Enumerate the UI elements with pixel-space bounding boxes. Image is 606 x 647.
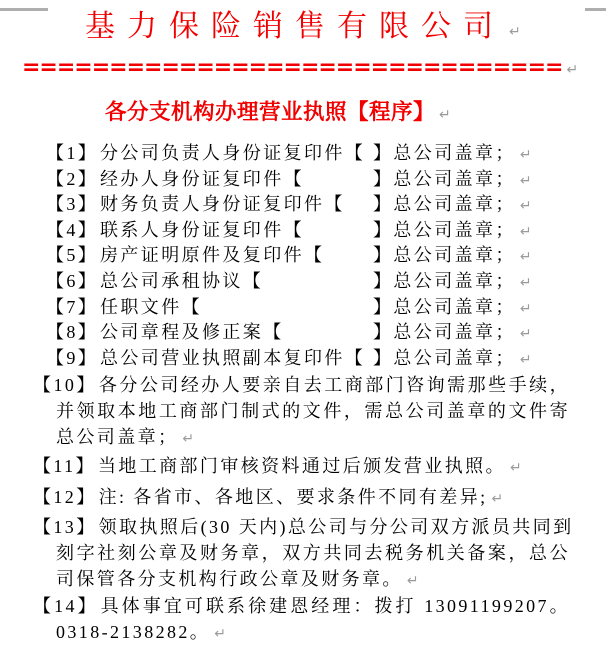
seal-note-text: 】总公司盖章； [373,219,516,240]
list-item-6 [0,269,606,295]
list-item-label: 经办人身份证复印件【 [100,168,304,189]
paragraph-mark-icon: ↵ [519,198,532,215]
list-item-7 [0,295,606,321]
list-item-label: 总公司营业执照副本复印件【 [100,347,366,368]
list-item-label: 财务负责人身份证复印件【 [100,194,345,215]
seal-note-text: 】总公司盖章； [373,168,516,189]
paragraph-item-12 [33,485,570,513]
seal-note-text: 】总公司盖章； [373,270,516,291]
paragraph-mark-icon: ↵ [491,490,504,507]
paragraph-line-text: 当地工商部门审核资料通过后颁发营业执照。 [97,456,506,477]
section-heading [105,100,606,128]
list-item-2 [0,167,606,193]
list-item-number: 【3】 [46,194,99,215]
company-title-text: 基力保险销售有限公司 [85,10,505,43]
list-item-1 [0,141,606,167]
paragraph-item-13 [33,515,574,594]
paragraph-line-text: 注: 各省市、各地区、要求条件不同有差异; [98,486,488,507]
paragraph-line [33,515,574,541]
paragraph-line-text: 各分公司经办人要亲自去工商部门咨询需那些手续， [98,375,570,396]
list-item-seal-note [373,141,532,169]
paragraph-line [56,567,570,595]
page-corner-mark-right [585,8,606,11]
paragraph-line [33,594,570,620]
list-item-seal-note [373,269,532,297]
list-item-seal-note [373,218,532,246]
paragraph-mark-icon: ↵ [519,223,532,240]
list-item-seal-note [373,295,532,323]
list-item-number: 【8】 [46,322,99,343]
seal-note-text: 】总公司盖章； [373,143,516,163]
paragraph-line-text: 司保管各分支机构行政公章及财务章。 [56,568,403,589]
list-item-9 [0,346,606,372]
paragraph-item-10 [33,373,570,452]
paragraph-mark-icon: ↵ [509,460,522,477]
paragraph-line [33,373,570,399]
list-item-number: 【1】 [46,143,99,163]
seal-note-text: 】总公司盖章； [373,245,516,266]
page-corner-mark-left [0,8,48,11]
list-item-number: 【12】 [33,486,97,507]
paragraph-line [33,454,570,482]
seal-note-text: 】总公司盖章； [373,322,516,343]
company-title [85,8,606,51]
divider-text: =============================== [22,55,563,80]
paragraph-mark-icon: ↵ [519,351,532,368]
list-item-number: 【13】 [33,517,97,538]
list-item-number: 【7】 [46,296,99,317]
paragraph-mark-icon: ↵ [214,625,226,642]
paragraph-mark-icon: ↵ [509,24,521,40]
list-item-number: 【5】 [46,245,99,266]
checklist [0,141,606,371]
seal-note-text: 】总公司盖章； [373,194,516,215]
list-item-label: 联系人身份证复印件【 [100,219,304,240]
list-item-seal-note [373,346,532,374]
seal-note-text: 】总公司盖章； [373,347,516,368]
paragraph-mark-icon: ↵ [439,107,451,123]
paragraph-mark-icon: ↵ [519,300,532,317]
paragraph-line [56,425,570,453]
paragraph-line-text: 总公司盖章； [56,426,179,447]
paragraph-line [56,399,570,425]
document-page [0,8,606,642]
paragraph-mark-icon: ↵ [566,62,579,78]
list-item-label: 公司章程及修正案【 [100,322,284,343]
paragraph-mark-icon: ↵ [182,430,195,447]
paragraph-mark-icon: ↵ [519,249,532,266]
list-item-number: 【11】 [33,456,96,477]
paragraph-line [33,485,570,513]
paragraph-item-11 [33,454,570,482]
list-item-label: 分公司负责人身份证复印件【 [100,143,366,163]
paragraph-line [56,541,570,567]
list-item-number: 【2】 [46,168,99,189]
list-item-label: 总公司承租协议【 [100,270,264,291]
list-item-number: 【14】 [33,596,99,617]
paragraph-line-text: 并领取本地工商部门制式的文件，需总公司盖章的文件寄 [56,400,570,421]
paragraph-line-text: 0318-2138282。 [56,621,211,642]
list-item-number: 【4】 [46,219,99,240]
paragraph-section [0,373,606,647]
paragraph-line-text: 领取执照后(30 天内)总公司与分公司双方派员共同到 [98,517,574,538]
list-item-number: 【6】 [46,270,99,291]
list-item-number: 【10】 [33,375,97,396]
list-item-seal-note [373,192,532,220]
list-item-8 [0,320,606,346]
divider-line [22,55,606,80]
paragraph-mark-icon: ↵ [519,326,532,343]
paragraph-line [56,620,570,647]
paragraph-line-text: 刻字社刻公章及财务章，双方共同去税务机关备案，总公 [56,542,570,563]
list-item-label: 房产证明原件及复印件【 [100,245,325,266]
list-item-4 [0,218,606,244]
list-item-3 [0,192,606,218]
list-item-label: 任职文件【 [100,296,202,317]
section-heading-text: 各分支机构办理营业执照【程序】 [105,100,436,124]
paragraph-item-14 [33,594,570,647]
paragraph-mark-icon: ↵ [519,172,532,189]
paragraph-mark-icon: ↵ [519,274,532,291]
list-item-seal-note [373,243,532,271]
paragraph-line-text: 具体事宜可联系徐建恩经理：拨打 13091199207。 [100,596,570,617]
paragraph-mark-icon: ↵ [519,147,532,163]
paragraph-mark-icon: ↵ [406,572,419,589]
list-item-5 [0,243,606,269]
list-item-seal-note [373,320,532,348]
seal-note-text: 】总公司盖章； [373,296,516,317]
list-item-number: 【9】 [46,347,99,368]
list-item-seal-note [373,167,532,195]
